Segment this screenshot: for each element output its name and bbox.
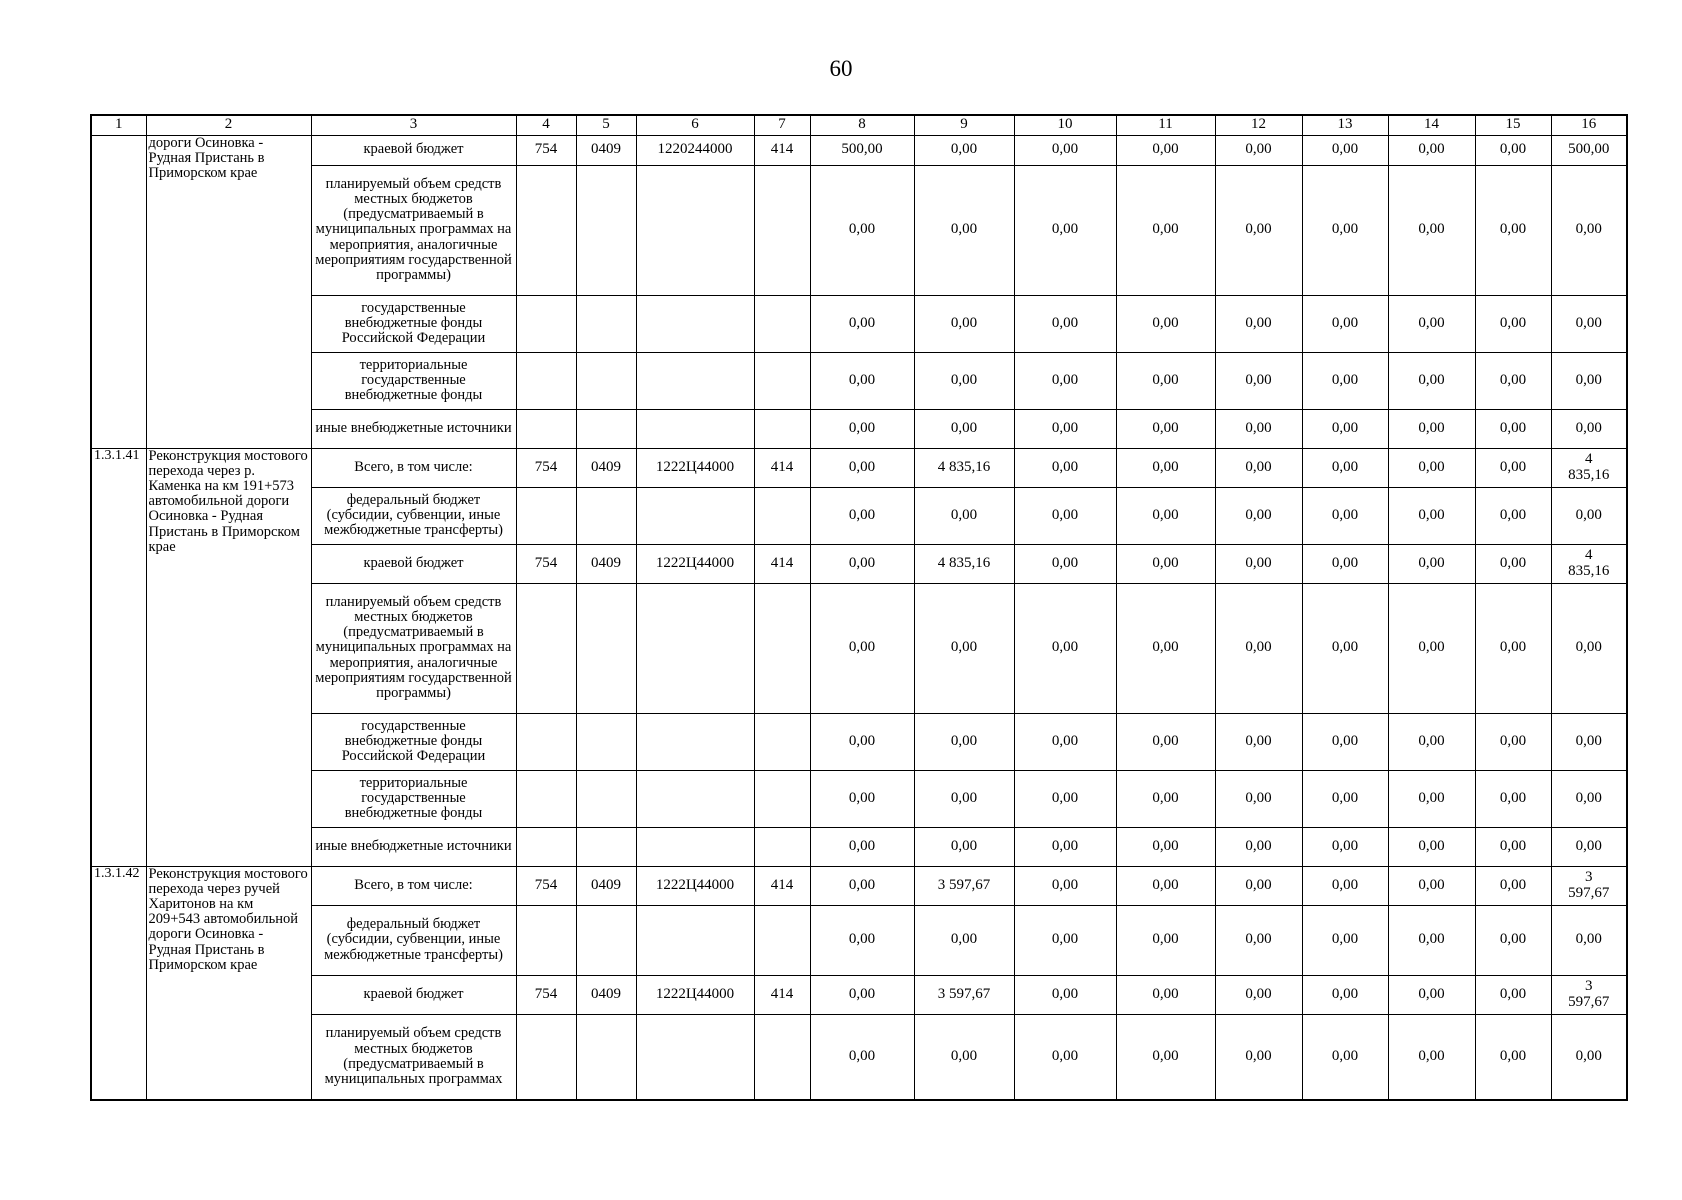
year-value: 0,00	[810, 827, 914, 866]
year-value: 0,00	[1302, 713, 1388, 770]
year-value: 0,00	[810, 583, 914, 713]
target-article-code	[636, 1014, 754, 1100]
total-value: 0,00	[1551, 409, 1627, 448]
year-value: 0,00	[1116, 352, 1215, 409]
funding-source: Всего, в том числе:	[311, 866, 516, 905]
year-value: 0,00	[1475, 975, 1551, 1014]
funding-source: иные внебюджетные источники	[311, 409, 516, 448]
year-value: 4 835,16	[914, 544, 1014, 583]
year-value: 0,00	[1475, 295, 1551, 352]
year-value: 0,00	[1388, 165, 1475, 295]
target-article-code: 1222Ц44000	[636, 544, 754, 583]
total-value: 0,00	[1551, 295, 1627, 352]
year-value: 0,00	[1014, 165, 1116, 295]
table-row	[91, 165, 1627, 295]
year-value: 0,00	[1388, 770, 1475, 827]
section-code	[576, 1014, 636, 1100]
year-value: 0,00	[1215, 487, 1302, 544]
grbs-code	[516, 770, 576, 827]
year-value: 0,00	[1302, 827, 1388, 866]
year-value: 0,00	[1215, 409, 1302, 448]
year-value: 0,00	[1215, 583, 1302, 713]
year-value: 0,00	[1388, 409, 1475, 448]
year-value: 0,00	[1475, 905, 1551, 975]
expense-type-code	[754, 295, 810, 352]
table-row	[91, 295, 1627, 352]
section-code	[576, 770, 636, 827]
section-code	[576, 827, 636, 866]
year-value: 0,00	[1388, 135, 1475, 165]
header-cell: 13	[1302, 115, 1388, 135]
year-value: 0,00	[1116, 866, 1215, 905]
year-value: 0,00	[810, 713, 914, 770]
year-value: 0,00	[1302, 770, 1388, 827]
year-value: 0,00	[1014, 135, 1116, 165]
table-row	[91, 448, 1627, 487]
year-value: 0,00	[810, 975, 914, 1014]
table-row	[91, 975, 1627, 1014]
year-value: 0,00	[1215, 770, 1302, 827]
table-row	[91, 866, 1627, 905]
year-value: 0,00	[810, 544, 914, 583]
expense-type-code	[754, 1014, 810, 1100]
total-value: 0,00	[1551, 713, 1627, 770]
section-code	[576, 352, 636, 409]
year-value: 0,00	[1215, 352, 1302, 409]
funding-source: государственные внебюджетные фонды Российской Федерации	[311, 295, 516, 352]
table-row	[91, 905, 1627, 975]
table-row	[91, 583, 1627, 713]
year-value: 0,00	[1215, 866, 1302, 905]
year-value: 0,00	[1215, 135, 1302, 165]
grbs-code	[516, 352, 576, 409]
object-name: Реконструкция мостового перехода через р. Каменка на км 191+573 автомобильной дороги Осиновка - Рудная Пристань в Приморском крае	[146, 448, 311, 866]
year-value: 0,00	[1388, 352, 1475, 409]
year-value: 0,00	[914, 713, 1014, 770]
section-code	[576, 295, 636, 352]
object-name: дороги Осиновка - Рудная Пристань в Приморском крае	[146, 135, 311, 448]
header-cell: 7	[754, 115, 810, 135]
total-value: 0,00	[1551, 487, 1627, 544]
funding-source: планируемый объем средств местных бюджетов (предусматриваемый в муниципальных программах	[311, 1014, 516, 1100]
target-article-code	[636, 165, 754, 295]
year-value: 0,00	[1302, 448, 1388, 487]
year-value: 0,00	[1302, 352, 1388, 409]
header-cell: 16	[1551, 115, 1627, 135]
year-value: 0,00	[1215, 905, 1302, 975]
expense-type-code: 414	[754, 975, 810, 1014]
year-value: 0,00	[1215, 713, 1302, 770]
section-code	[576, 583, 636, 713]
header-cell: 4	[516, 115, 576, 135]
year-value: 0,00	[1475, 409, 1551, 448]
year-value: 0,00	[1014, 544, 1116, 583]
year-value: 0,00	[1215, 448, 1302, 487]
year-value: 0,00	[1388, 295, 1475, 352]
year-value: 0,00	[1302, 1014, 1388, 1100]
table-row	[91, 487, 1627, 544]
year-value: 0,00	[914, 135, 1014, 165]
target-article-code	[636, 583, 754, 713]
expense-type-code	[754, 165, 810, 295]
item-number: 1.3.1.41	[91, 448, 146, 866]
expense-type-code	[754, 409, 810, 448]
funding-source: иные внебюджетные источники	[311, 827, 516, 866]
expense-type-code	[754, 827, 810, 866]
funding-source: планируемый объем средств местных бюджетов (предусматриваемый в муниципальных программах на мероприятия, аналогичные мероприятиям государственной программы)	[311, 165, 516, 295]
year-value: 0,00	[1388, 544, 1475, 583]
total-value: 0,00	[1551, 827, 1627, 866]
total-value: 0,00	[1551, 165, 1627, 295]
year-value: 0,00	[1215, 827, 1302, 866]
grbs-code: 754	[516, 975, 576, 1014]
total-value: 0,00	[1551, 1014, 1627, 1100]
year-value: 0,00	[1116, 583, 1215, 713]
expense-type-code	[754, 487, 810, 544]
year-value: 0,00	[1388, 905, 1475, 975]
section-code	[576, 409, 636, 448]
grbs-code	[516, 487, 576, 544]
year-value: 0,00	[914, 905, 1014, 975]
year-value: 0,00	[1388, 975, 1475, 1014]
target-article-code	[636, 905, 754, 975]
year-value: 0,00	[914, 487, 1014, 544]
target-article-code	[636, 409, 754, 448]
year-value: 0,00	[1475, 713, 1551, 770]
year-value: 0,00	[1302, 583, 1388, 713]
header-cell: 14	[1388, 115, 1475, 135]
year-value: 0,00	[1475, 165, 1551, 295]
year-value: 0,00	[1475, 827, 1551, 866]
funding-source: федеральный бюджет (субсидии, субвенции, иные межбюджетные трансферты)	[311, 905, 516, 975]
year-value: 0,00	[1388, 713, 1475, 770]
grbs-code	[516, 1014, 576, 1100]
header-cell: 11	[1116, 115, 1215, 135]
year-value: 0,00	[810, 409, 914, 448]
total-value: 500,00	[1551, 135, 1627, 165]
year-value: 0,00	[1388, 1014, 1475, 1100]
year-value: 0,00	[1116, 905, 1215, 975]
year-value: 0,00	[1475, 487, 1551, 544]
section-code	[576, 905, 636, 975]
year-value: 0,00	[1116, 165, 1215, 295]
year-value: 0,00	[1302, 165, 1388, 295]
table-row	[91, 1014, 1627, 1100]
page-number: 60	[829, 56, 853, 81]
year-value: 500,00	[810, 135, 914, 165]
table-row	[91, 544, 1627, 583]
year-value: 0,00	[1014, 1014, 1116, 1100]
table-row	[91, 770, 1627, 827]
section-code: 0409	[576, 544, 636, 583]
total-value: 3 597,67	[1551, 975, 1627, 1014]
year-value: 0,00	[1014, 487, 1116, 544]
total-value: 4 835,16	[1551, 448, 1627, 487]
item-number: 1.3.1.42	[91, 866, 146, 1100]
year-value: 0,00	[1014, 827, 1116, 866]
year-value: 0,00	[810, 905, 914, 975]
target-article-code	[636, 713, 754, 770]
funding-source: федеральный бюджет (субсидии, субвенции, иные межбюджетные трансферты)	[311, 487, 516, 544]
header-cell: 10	[1014, 115, 1116, 135]
year-value: 4 835,16	[914, 448, 1014, 487]
year-value: 0,00	[1116, 135, 1215, 165]
year-value: 0,00	[810, 295, 914, 352]
funding-source: краевой бюджет	[311, 544, 516, 583]
header-cell: 2	[146, 115, 311, 135]
year-value: 0,00	[1116, 448, 1215, 487]
year-value: 0,00	[1116, 827, 1215, 866]
expense-type-code: 414	[754, 544, 810, 583]
year-value: 0,00	[810, 448, 914, 487]
expense-type-code	[754, 713, 810, 770]
year-value: 0,00	[1302, 905, 1388, 975]
year-value: 0,00	[1215, 544, 1302, 583]
year-value: 0,00	[1116, 487, 1215, 544]
year-value: 0,00	[1475, 544, 1551, 583]
year-value: 0,00	[810, 352, 914, 409]
year-value: 0,00	[1302, 866, 1388, 905]
total-value: 0,00	[1551, 352, 1627, 409]
year-value: 0,00	[914, 827, 1014, 866]
year-value: 0,00	[810, 1014, 914, 1100]
grbs-code	[516, 905, 576, 975]
expense-type-code: 414	[754, 448, 810, 487]
year-value: 0,00	[1302, 544, 1388, 583]
header-cell: 6	[636, 115, 754, 135]
year-value: 0,00	[1215, 295, 1302, 352]
year-value: 0,00	[1388, 827, 1475, 866]
year-value: 0,00	[1475, 135, 1551, 165]
target-article-code	[636, 295, 754, 352]
year-value: 0,00	[1302, 135, 1388, 165]
section-code	[576, 713, 636, 770]
year-value: 0,00	[914, 583, 1014, 713]
year-value: 0,00	[1475, 448, 1551, 487]
year-value: 0,00	[810, 866, 914, 905]
year-value: 0,00	[1014, 409, 1116, 448]
year-value: 0,00	[1116, 409, 1215, 448]
year-value: 0,00	[1014, 770, 1116, 827]
year-value: 0,00	[1116, 1014, 1215, 1100]
year-value: 0,00	[1014, 905, 1116, 975]
year-value: 0,00	[914, 409, 1014, 448]
year-value: 0,00	[1388, 448, 1475, 487]
header-cell: 8	[810, 115, 914, 135]
funding-source: государственные внебюджетные фонды Российской Федерации	[311, 713, 516, 770]
year-value: 0,00	[1014, 975, 1116, 1014]
year-value: 0,00	[1014, 352, 1116, 409]
expense-type-code	[754, 352, 810, 409]
year-value: 0,00	[1475, 352, 1551, 409]
total-value: 0,00	[1551, 583, 1627, 713]
target-article-code	[636, 352, 754, 409]
year-value: 0,00	[1215, 1014, 1302, 1100]
target-article-code	[636, 770, 754, 827]
table-row	[91, 713, 1627, 770]
table-row	[91, 827, 1627, 866]
grbs-code	[516, 713, 576, 770]
year-value: 3 597,67	[914, 866, 1014, 905]
year-value: 0,00	[1014, 448, 1116, 487]
table-row	[91, 352, 1627, 409]
year-value: 0,00	[1388, 866, 1475, 905]
year-value: 0,00	[1014, 713, 1116, 770]
funding-source: планируемый объем средств местных бюджетов (предусматриваемый в муниципальных программах на мероприятия, аналогичные мероприятиям государственной программы)	[311, 583, 516, 713]
year-value: 0,00	[1116, 770, 1215, 827]
year-value: 0,00	[1215, 165, 1302, 295]
item-number	[91, 135, 146, 448]
year-value: 0,00	[1215, 975, 1302, 1014]
year-value: 0,00	[1116, 975, 1215, 1014]
year-value: 0,00	[1116, 295, 1215, 352]
section-code: 0409	[576, 448, 636, 487]
year-value: 0,00	[1302, 975, 1388, 1014]
header-cell: 9	[914, 115, 1014, 135]
funding-source: краевой бюджет	[311, 135, 516, 165]
funding-source: территориальные государственные внебюджетные фонды	[311, 352, 516, 409]
year-value: 0,00	[914, 165, 1014, 295]
year-value: 0,00	[1388, 487, 1475, 544]
target-article-code: 1222Ц44000	[636, 866, 754, 905]
header-row	[91, 115, 1627, 135]
budget-table	[90, 114, 1628, 1101]
target-article-code: 1222Ц44000	[636, 975, 754, 1014]
target-article-code	[636, 827, 754, 866]
target-article-code: 1220244000	[636, 135, 754, 165]
grbs-code	[516, 409, 576, 448]
year-value: 0,00	[1475, 583, 1551, 713]
table-row	[91, 135, 1627, 165]
grbs-code: 754	[516, 866, 576, 905]
year-value: 0,00	[914, 295, 1014, 352]
total-value: 3 597,67	[1551, 866, 1627, 905]
grbs-code: 754	[516, 448, 576, 487]
total-value: 4 835,16	[1551, 544, 1627, 583]
year-value: 0,00	[1116, 713, 1215, 770]
header-cell: 5	[576, 115, 636, 135]
expense-type-code: 414	[754, 866, 810, 905]
grbs-code	[516, 295, 576, 352]
total-value: 0,00	[1551, 770, 1627, 827]
year-value: 0,00	[1302, 409, 1388, 448]
section-code: 0409	[576, 866, 636, 905]
year-value: 0,00	[1014, 583, 1116, 713]
section-code: 0409	[576, 975, 636, 1014]
header-cell: 1	[91, 115, 146, 135]
table-row	[91, 409, 1627, 448]
year-value: 0,00	[1014, 866, 1116, 905]
object-name: Реконструкция мостового перехода через ручей Харитонов на км 209+543 автомобильной дороги Осиновка - Рудная Пристань в Приморском крае	[146, 866, 311, 1100]
year-value: 0,00	[1475, 770, 1551, 827]
section-code: 0409	[576, 135, 636, 165]
funding-source: краевой бюджет	[311, 975, 516, 1014]
year-value: 0,00	[914, 770, 1014, 827]
year-value: 0,00	[914, 1014, 1014, 1100]
year-value: 3 597,67	[914, 975, 1014, 1014]
year-value: 0,00	[1302, 295, 1388, 352]
section-code	[576, 487, 636, 544]
year-value: 0,00	[1475, 866, 1551, 905]
header-cell: 3	[311, 115, 516, 135]
year-value: 0,00	[1116, 544, 1215, 583]
expense-type-code	[754, 905, 810, 975]
header-cell: 12	[1215, 115, 1302, 135]
year-value: 0,00	[810, 770, 914, 827]
year-value: 0,00	[1388, 583, 1475, 713]
target-article-code	[636, 487, 754, 544]
funding-source: Всего, в том числе:	[311, 448, 516, 487]
year-value: 0,00	[1014, 295, 1116, 352]
expense-type-code	[754, 583, 810, 713]
expense-type-code	[754, 770, 810, 827]
funding-source: территориальные государственные внебюджетные фонды	[311, 770, 516, 827]
year-value: 0,00	[810, 165, 914, 295]
grbs-code: 754	[516, 544, 576, 583]
expense-type-code: 414	[754, 135, 810, 165]
grbs-code: 754	[516, 135, 576, 165]
year-value: 0,00	[914, 352, 1014, 409]
grbs-code	[516, 165, 576, 295]
grbs-code	[516, 827, 576, 866]
header-cell: 15	[1475, 115, 1551, 135]
year-value: 0,00	[1475, 1014, 1551, 1100]
target-article-code: 1222Ц44000	[636, 448, 754, 487]
total-value: 0,00	[1551, 905, 1627, 975]
year-value: 0,00	[1302, 487, 1388, 544]
section-code	[576, 165, 636, 295]
year-value: 0,00	[810, 487, 914, 544]
grbs-code	[516, 583, 576, 713]
